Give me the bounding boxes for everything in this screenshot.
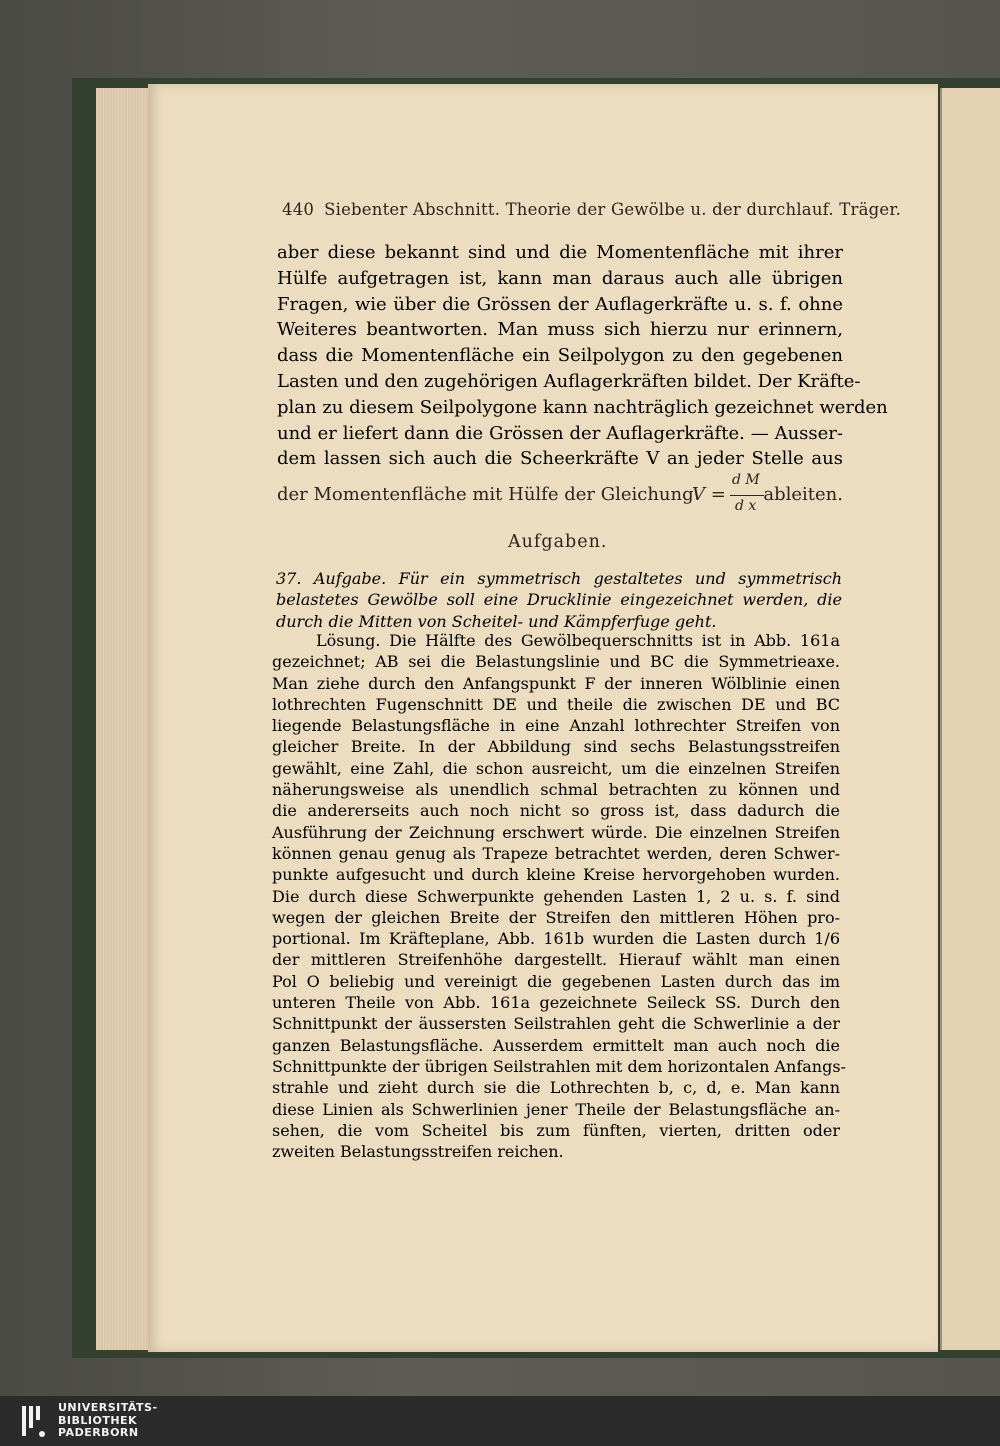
library-logo-text [58, 1402, 158, 1440]
running-header [282, 200, 902, 219]
library-footer-bar [0, 1396, 1000, 1446]
text-line: Pol O beliebig und vereinigt die gegebenen Lasten durch das im [272, 971, 840, 991]
formula-denominator: d x [735, 498, 757, 514]
text-line: durch die Mitten von Scheitel- und Kämpferfuge geht. [276, 611, 717, 631]
text-line: ganzen Belastungsfläche. Ausserdem ermittelt man auch noch die [272, 1035, 840, 1055]
text-line: plan zu diesem Seilpolygone kann nachträglich gezeichnet werden [277, 396, 888, 418]
text-line: und er liefert dann die Grössen der Auflagerkräfte. — Ausser- [277, 422, 843, 444]
formula-lead-text: der Momentenfläche mit Hülfe der Gleichung [277, 484, 694, 505]
page-stack-edge [96, 88, 154, 1350]
text-line: Hülfe aufgetragen ist, kann man daraus auch alle übrigen [277, 267, 843, 289]
text-line: punkte aufgesucht und durch kleine Kreise hervorgehoben wurden. [272, 865, 840, 885]
text-line: wegen der gleichen Breite der Streifen den mittleren Höhen pro- [272, 907, 840, 927]
text-line: Man ziehe durch den Anfangspunkt F der inneren Wölblinie einen [272, 673, 840, 693]
text-line: unteren Theile von Abb. 161a gezeichnete Seileck SS. Durch den [272, 993, 840, 1013]
text-line: diese Linien als Schwerlinien jener Theile der Belastungsfläche an- [272, 1099, 840, 1119]
text-line: der mittleren Streifenhöhe dargestellt. Hierauf wählt man einen [272, 950, 840, 970]
formula-lhs: V = [692, 484, 726, 505]
text-line: dem lassen sich auch die Scheerkräfte V an jeder Stelle aus [277, 448, 843, 470]
formula-numerator: d M [732, 472, 760, 488]
text-line: Schnittpunkt der äussersten Seilstrahlen geht die Schwerlinie a der [272, 1014, 840, 1034]
task-statement [276, 568, 842, 632]
text-line: belastetes Gewölbe soll eine Drucklinie eingezeichnet werden, die [276, 590, 842, 610]
fraction-bar [730, 495, 764, 496]
text-line: portional. Im Kräfteplane, Abb. 161b wurden die Lasten durch 1/6 [272, 929, 840, 949]
text-line: Ausführung der Zeichnung erschwert würde. Die einzelnen Streifen [272, 822, 840, 842]
text-line: Lasten und den zugehörigen Auflagerkräften bildet. Der Kräfte- [277, 370, 861, 392]
formula-line [277, 474, 843, 518]
text-line: lothrechten Fugenschnitt DE und theile die zwischen DE und BC [272, 694, 840, 714]
text-line: die andererseits auch noch nicht so gross ist, dass dadurch die [272, 801, 840, 821]
page-number: 440 [282, 200, 315, 219]
text-line: näherungsweise als unendlich schmal betrachten zu können und [272, 780, 840, 800]
logo-line: UNIVERSITÄTS- [58, 1401, 158, 1414]
text-line: gewählt, eine Zahl, die schon ausreicht, um die einzelnen Streifen [272, 758, 840, 778]
logo-line: BIBLIOTHEK [58, 1413, 138, 1427]
text-line: zweiten Belastungsstreifen reichen. [272, 1142, 564, 1162]
text-line: aber diese bekannt sind und die Momentenfläche mit ihrer [277, 242, 843, 263]
text-line: sehen, die vom Scheitel bis zum fünften, vierten, dritten oder [272, 1120, 840, 1140]
text-line: gleicher Breite. In der Abbildung sind sechs Belastungsstreifen [272, 737, 840, 757]
facing-page-edge [940, 88, 1000, 1350]
text-line: dass die Momentenfläche ein Seilpolygon zu den gegebenen [277, 345, 843, 367]
text-line: Die durch diese Schwerpunkte gehenden Lasten 1, 2 u. s. f. sind [272, 886, 840, 906]
text-line: Lösung. Die Hälfte des Gewölbequerschnitts ist in Abb. 161a [316, 631, 840, 650]
text-line: gezeichnet; AB sei die Belastungslinie und BC die Symmetrieaxe. [272, 652, 840, 672]
library-logo-icon [20, 1404, 46, 1438]
formula-tail-text: ableiten. [763, 484, 843, 505]
section-heading: Aufgaben. [508, 532, 608, 552]
text-line: 37. Aufgabe. Für ein symmetrisch gestaltetes und symmetrisch [276, 569, 842, 588]
text-line: liegende Belastungsfläche in eine Anzahl lothrechter Streifen von [272, 716, 840, 736]
logo-line: PADERBORN [58, 1426, 139, 1439]
text-line: Weiteres beantworten. Man muss sich hierzu nur erinnern, [277, 319, 843, 341]
text-line: strahle und zieht durch sie die Lothrechten b, c, d, e. Man kann [272, 1078, 840, 1098]
intro-paragraph [277, 240, 888, 472]
text-line: Schnittpunkte der übrigen Seilstrahlen mit dem horizontalen Anfangs- [272, 1056, 846, 1076]
solution-paragraph [272, 630, 846, 1162]
text-line: Fragen, wie über die Grössen der Auflagerkräfte u. s. f. ohne [277, 293, 843, 315]
running-head-title: Siebenter Abschnitt. Theorie der Gewölbe u. der durchlauf. Träger. [324, 200, 902, 219]
text-line: können genau genug als Trapeze betrachtet werden, deren Schwer- [272, 843, 840, 863]
